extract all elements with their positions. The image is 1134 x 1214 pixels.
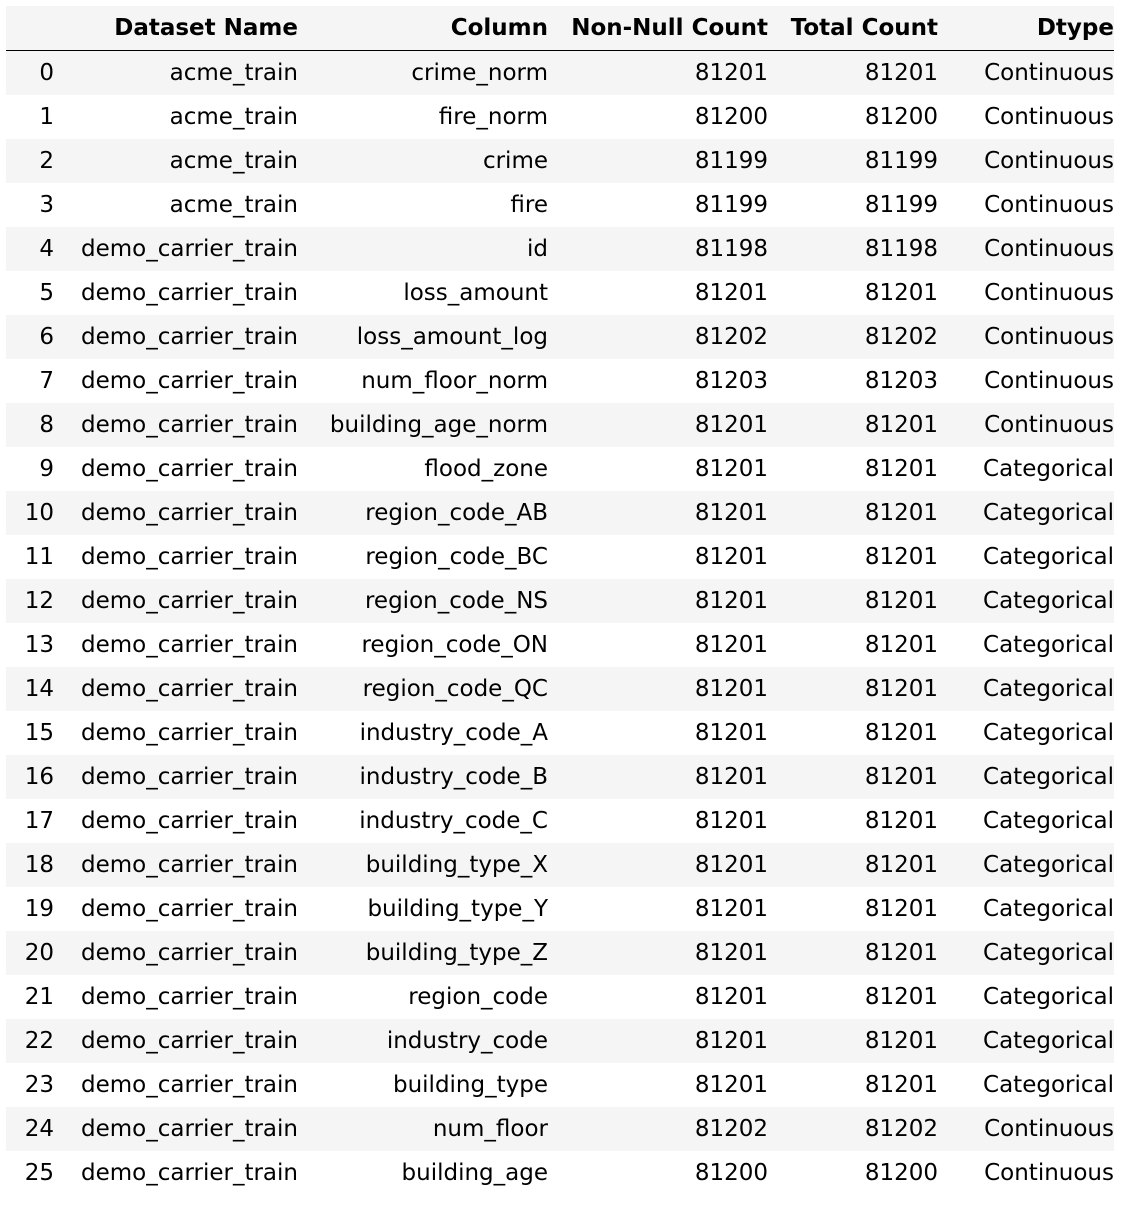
cell-dataset-name: demo_carrier_train: [80, 236, 298, 262]
table-row: [6, 491, 1114, 535]
cell-non-null-count: 81201: [694, 720, 768, 746]
cell-total-count: 81201: [864, 808, 938, 834]
cell-column: fire: [510, 192, 548, 218]
cell-dataset-name: demo_carrier_train: [80, 852, 298, 878]
row-index: 10: [24, 500, 54, 526]
cell-dataset-name: demo_carrier_train: [80, 1116, 298, 1142]
cell-total-count: 81201: [864, 984, 938, 1010]
cell-non-null-count: 81203: [694, 368, 768, 394]
cell-column: region_code_AB: [365, 500, 548, 526]
cell-dataset-name: demo_carrier_train: [80, 368, 298, 394]
cell-non-null-count: 81201: [694, 984, 768, 1010]
cell-dataset-name: demo_carrier_train: [80, 324, 298, 350]
row-index: 23: [24, 1072, 54, 1098]
cell-column: loss_amount_log: [356, 324, 548, 350]
cell-dtype: Continuous: [984, 324, 1114, 350]
cell-non-null-count: 81201: [694, 808, 768, 834]
cell-column: region_code: [408, 984, 548, 1010]
cell-column: fire_norm: [438, 104, 548, 130]
cell-dtype: Categorical: [983, 896, 1114, 922]
cell-dataset-name: demo_carrier_train: [80, 1160, 298, 1186]
cell-dtype: Categorical: [983, 984, 1114, 1010]
row-index: 13: [24, 632, 54, 658]
cell-dataset-name: demo_carrier_train: [80, 984, 298, 1010]
cell-column: region_code_BC: [365, 544, 548, 570]
cell-column: num_floor: [432, 1116, 548, 1142]
row-index: 21: [24, 984, 54, 1010]
cell-non-null-count: 81199: [694, 148, 768, 174]
cell-dataset-name: demo_carrier_train: [80, 764, 298, 790]
cell-dtype: Continuous: [984, 1116, 1114, 1142]
cell-dataset-name: demo_carrier_train: [80, 280, 298, 306]
cell-total-count: 81202: [864, 324, 938, 350]
header-dtype: Dtype: [938, 6, 1114, 51]
cell-dataset-name: demo_carrier_train: [80, 544, 298, 570]
cell-total-count: 81198: [864, 236, 938, 262]
cell-non-null-count: 81201: [694, 60, 768, 86]
table-row: [6, 271, 1114, 315]
cell-total-count: 81200: [864, 104, 938, 130]
cell-non-null-count: 81201: [694, 852, 768, 878]
cell-dataset-name: demo_carrier_train: [80, 896, 298, 922]
row-index: 11: [24, 544, 54, 570]
cell-dataset-name: demo_carrier_train: [80, 808, 298, 834]
header-total-count: Total Count: [768, 6, 938, 51]
cell-non-null-count: 81201: [694, 588, 768, 614]
cell-total-count: 81201: [864, 588, 938, 614]
table-body: [6, 51, 1114, 1196]
table-row: [6, 843, 1114, 887]
row-index: 9: [39, 456, 54, 482]
cell-dtype: Categorical: [983, 632, 1114, 658]
row-index: 24: [24, 1116, 54, 1142]
row-index: 18: [24, 852, 54, 878]
cell-total-count: 81201: [864, 764, 938, 790]
cell-total-count: 81202: [864, 1116, 938, 1142]
table-row: [6, 579, 1114, 623]
cell-non-null-count: 81201: [694, 632, 768, 658]
table-row: [6, 1107, 1114, 1151]
cell-column: building_type_X: [365, 852, 548, 878]
table-row: [6, 799, 1114, 843]
cell-total-count: 81201: [864, 940, 938, 966]
cell-dtype: Categorical: [983, 500, 1114, 526]
cell-column: id: [527, 236, 548, 262]
cell-column: num_floor_norm: [361, 368, 548, 394]
table-row: [6, 183, 1114, 227]
cell-non-null-count: 81201: [694, 280, 768, 306]
cell-non-null-count: 81201: [694, 1028, 768, 1054]
row-index: 19: [24, 896, 54, 922]
cell-total-count: 81201: [864, 1072, 938, 1098]
header-column: Column: [298, 6, 548, 51]
cell-column: building_age: [401, 1160, 548, 1186]
cell-non-null-count: 81200: [694, 104, 768, 130]
cell-dataset-name: demo_carrier_train: [80, 456, 298, 482]
cell-total-count: 81201: [864, 544, 938, 570]
table-row: [6, 931, 1114, 975]
cell-dtype: Categorical: [983, 676, 1114, 702]
cell-dataset-name: demo_carrier_train: [80, 1028, 298, 1054]
cell-dtype: Continuous: [984, 104, 1114, 130]
cell-dataset-name: demo_carrier_train: [80, 632, 298, 658]
row-index: 7: [39, 368, 54, 394]
table-row: [6, 1151, 1114, 1195]
table-row: [6, 711, 1114, 755]
cell-dtype: Continuous: [984, 280, 1114, 306]
cell-column: industry_code_B: [359, 764, 548, 790]
row-index: 5: [39, 280, 54, 306]
cell-dtype: Continuous: [984, 60, 1114, 86]
cell-dataset-name: demo_carrier_train: [80, 720, 298, 746]
cell-non-null-count: 81202: [694, 1116, 768, 1142]
table-row: [6, 139, 1114, 183]
cell-column: building_type: [392, 1072, 548, 1098]
cell-column: crime_norm: [411, 60, 548, 86]
table-row: [6, 975, 1114, 1019]
cell-dtype: Categorical: [983, 544, 1114, 570]
cell-non-null-count: 81198: [694, 236, 768, 262]
cell-non-null-count: 81201: [694, 764, 768, 790]
cell-non-null-count: 81201: [694, 896, 768, 922]
row-index: 20: [24, 940, 54, 966]
row-index: 16: [24, 764, 54, 790]
cell-column: region_code_NS: [364, 588, 548, 614]
cell-dtype: Categorical: [983, 940, 1114, 966]
table-row: [6, 447, 1114, 491]
cell-dataset-name: demo_carrier_train: [80, 588, 298, 614]
cell-total-count: 81201: [864, 412, 938, 438]
cell-total-count: 81201: [864, 720, 938, 746]
cell-dtype: Categorical: [983, 764, 1114, 790]
cell-dataset-name: demo_carrier_train: [80, 1072, 298, 1098]
table-row: [6, 755, 1114, 799]
table-row: [6, 1063, 1114, 1107]
table-row: [6, 51, 1114, 96]
row-index: 14: [24, 676, 54, 702]
row-index: 1: [39, 104, 54, 130]
cell-non-null-count: 81199: [694, 192, 768, 218]
row-index: 22: [24, 1028, 54, 1054]
cell-non-null-count: 81201: [694, 500, 768, 526]
cell-dtype: Categorical: [983, 588, 1114, 614]
header-row: [6, 6, 1114, 51]
cell-column: crime: [482, 148, 548, 174]
table-header: [6, 6, 1114, 51]
cell-column: region_code_QC: [362, 676, 548, 702]
header-non-null-count: Non-Null Count: [548, 6, 768, 51]
cell-non-null-count: 81201: [694, 456, 768, 482]
cell-dataset-name: demo_carrier_train: [80, 500, 298, 526]
cell-dtype: Categorical: [983, 808, 1114, 834]
cell-column: flood_zone: [424, 456, 548, 482]
table-row: [6, 403, 1114, 447]
cell-total-count: 81201: [864, 852, 938, 878]
cell-column: building_age_norm: [329, 412, 548, 438]
cell-column: building_type_Z: [365, 940, 548, 966]
table-row: [6, 1019, 1114, 1063]
cell-dataset-name: demo_carrier_train: [80, 940, 298, 966]
row-index: 25: [24, 1160, 54, 1186]
row-index: 17: [24, 808, 54, 834]
cell-dtype: Categorical: [983, 720, 1114, 746]
cell-non-null-count: 81200: [694, 1160, 768, 1186]
cell-non-null-count: 81201: [694, 940, 768, 966]
cell-dtype: Continuous: [984, 412, 1114, 438]
table-row: [6, 359, 1114, 403]
cell-column: loss_amount: [403, 280, 548, 306]
cell-non-null-count: 81201: [694, 676, 768, 702]
cell-dataset-name: acme_train: [169, 192, 298, 218]
row-index: 15: [24, 720, 54, 746]
cell-total-count: 81201: [864, 500, 938, 526]
cell-dataset-name: demo_carrier_train: [80, 412, 298, 438]
cell-column: industry_code_A: [359, 720, 548, 746]
cell-dataset-name: acme_train: [169, 60, 298, 86]
row-index: 4: [39, 236, 54, 262]
table-row: [6, 535, 1114, 579]
dataframe-table: [6, 6, 1114, 1195]
cell-dtype: Categorical: [983, 852, 1114, 878]
cell-non-null-count: 81202: [694, 324, 768, 350]
cell-dataset-name: acme_train: [169, 148, 298, 174]
cell-total-count: 81199: [864, 192, 938, 218]
table-row: [6, 623, 1114, 667]
cell-total-count: 81201: [864, 676, 938, 702]
row-index: 6: [39, 324, 54, 350]
cell-column: region_code_ON: [361, 632, 548, 658]
cell-dtype: Continuous: [984, 368, 1114, 394]
dataframe-output: [6, 6, 1114, 1195]
row-index: 3: [39, 192, 54, 218]
cell-column: building_type_Y: [367, 896, 548, 922]
cell-dtype: Continuous: [984, 192, 1114, 218]
cell-total-count: 81201: [864, 896, 938, 922]
header-index: [6, 6, 54, 51]
table-row: [6, 95, 1114, 139]
cell-column: industry_code: [386, 1028, 548, 1054]
cell-total-count: 81201: [864, 1028, 938, 1054]
table-row: [6, 667, 1114, 711]
cell-total-count: 81201: [864, 280, 938, 306]
cell-dataset-name: acme_train: [169, 104, 298, 130]
row-index: 8: [39, 412, 54, 438]
cell-dtype: Categorical: [983, 1072, 1114, 1098]
table-row: [6, 227, 1114, 271]
header-dataset-name: Dataset Name: [54, 6, 298, 51]
cell-column: industry_code_C: [359, 808, 548, 834]
table-row: [6, 887, 1114, 931]
cell-total-count: 81201: [864, 456, 938, 482]
row-index: 2: [39, 148, 54, 174]
table-row: [6, 315, 1114, 359]
cell-non-null-count: 81201: [694, 1072, 768, 1098]
cell-dataset-name: demo_carrier_train: [80, 676, 298, 702]
cell-dtype: Continuous: [984, 148, 1114, 174]
row-index: 0: [39, 60, 54, 86]
cell-dtype: Continuous: [984, 236, 1114, 262]
cell-dtype: Continuous: [984, 1160, 1114, 1186]
cell-total-count: 81199: [864, 148, 938, 174]
cell-total-count: 81201: [864, 60, 938, 86]
row-index: 12: [24, 588, 54, 614]
cell-total-count: 81201: [864, 632, 938, 658]
cell-dtype: Categorical: [983, 456, 1114, 482]
cell-non-null-count: 81201: [694, 412, 768, 438]
cell-dtype: Categorical: [983, 1028, 1114, 1054]
cell-total-count: 81200: [864, 1160, 938, 1186]
cell-non-null-count: 81201: [694, 544, 768, 570]
cell-total-count: 81203: [864, 368, 938, 394]
